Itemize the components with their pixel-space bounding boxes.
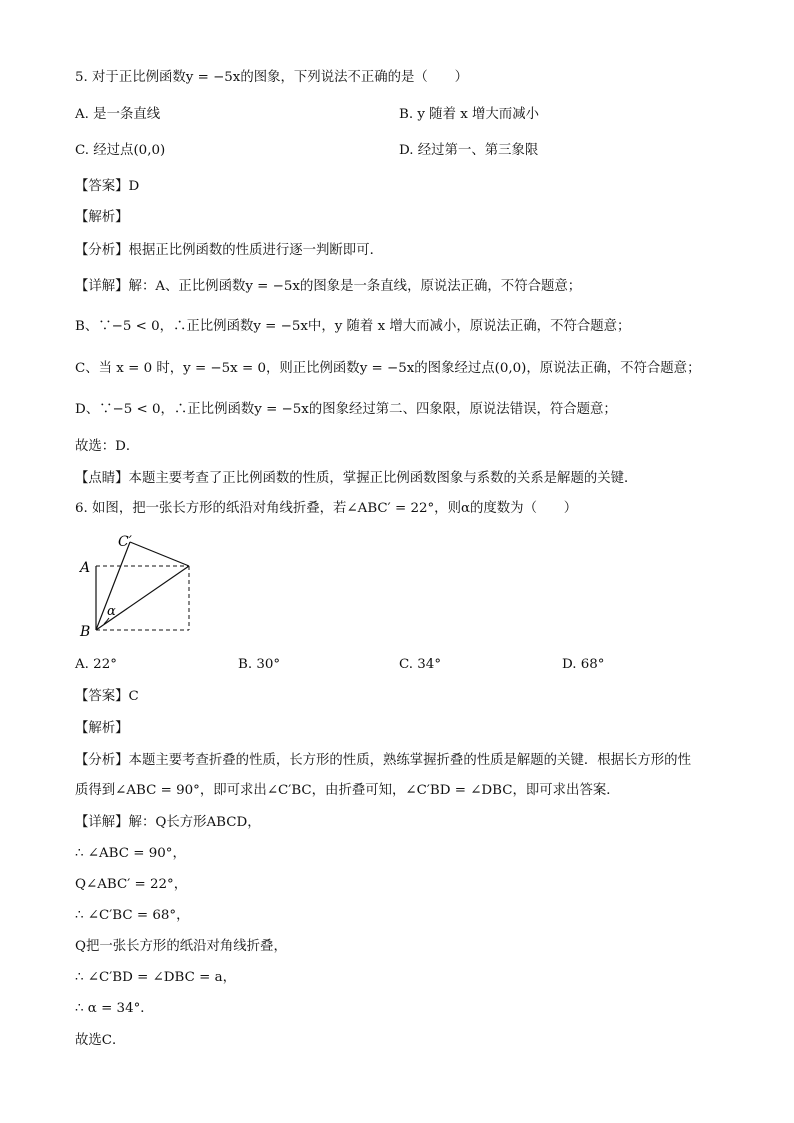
q6-option-d: D. 68° bbox=[562, 657, 605, 672]
q5-detail-line: 故选：D． bbox=[75, 439, 140, 454]
q6-option-a: A. 22° bbox=[75, 657, 117, 672]
q6-stem: 6. 如图，把一张长方形的纸沿对角线折叠，若∠ABC′ = 22°，则α的度数为（ ） bbox=[75, 501, 578, 516]
fold-edge-c-prime-d bbox=[130, 542, 189, 566]
q5-detail-line: C、当 x = 0 时，y = −5x = 0，则正比例函数y = −5x的图象经过点(0,0)，原说法正确，不符合题意； bbox=[75, 361, 701, 376]
q5-detail-line: 【详解】解：A、正比例函数y = −5x的图象是一条直线，原说法正确，不符合题意； bbox=[75, 279, 582, 294]
q5-detail-line: D、∵−5 < 0，∴正比例函数y = −5x的图象经过第二、四象限，原说法错误，符合题意； bbox=[75, 402, 617, 417]
label-a: A bbox=[80, 560, 91, 576]
q6-answer: 【答案】C bbox=[75, 689, 139, 704]
q5-option-d: D. 经过第一、第三象限 bbox=[399, 143, 539, 158]
q6-jiexi-heading: 【解析】 bbox=[75, 721, 129, 736]
q6-detail-line: Q∠ABC′ = 22°， bbox=[75, 877, 188, 892]
q5-analysis: 【分析】根据正比例函数的性质进行逐一判断即可． bbox=[75, 243, 383, 258]
q6-detail-line: ∴ ∠C′BD = ∠DBC = a， bbox=[75, 970, 236, 985]
q5-answer: 【答案】D bbox=[75, 179, 140, 194]
q5-key-point: 【点睛】本题主要考查了正比例函数的性质，掌握正比例函数图象与系数的关系是解题的关键． bbox=[75, 471, 638, 486]
folded-rectangle-figure bbox=[74, 534, 198, 640]
q6-detail-line: ∴ α = 34°． bbox=[75, 1001, 154, 1016]
diagonal-bd bbox=[96, 566, 189, 630]
q5-jiexi-heading: 【解析】 bbox=[75, 210, 129, 225]
q6-detail-line: 【详解】解：Q长方形ABCD， bbox=[75, 815, 261, 830]
q6-option-c: C. 34° bbox=[399, 657, 442, 672]
q5-option-b: B. y 随着 x 增大而减小 bbox=[399, 107, 539, 122]
q5-stem: 5. 对于正比例函数y = −5x的图象，下列说法不正确的是（ ） bbox=[75, 70, 468, 85]
q5-detail-line: B、∵−5 < 0，∴正比例函数y = −5x中，y 随着 x 增大而减小，原说法正确，不符合题意； bbox=[75, 319, 631, 334]
q6-detail-line: ∴ ∠ABC = 90°， bbox=[75, 846, 186, 861]
label-c-prime: C′ bbox=[118, 534, 132, 550]
q6-detail-line: Q把一张长方形的纸沿对角线折叠， bbox=[75, 939, 287, 954]
q6-option-b: B. 30° bbox=[238, 657, 281, 672]
q6-analysis-line: 【分析】本题主要考查折叠的性质，长方形的性质，熟练掌握折叠的性质是解题的关键．根据长方形的性 bbox=[75, 753, 691, 768]
q5-option-c: C. 经过点(0,0) bbox=[75, 143, 166, 158]
q6-detail-line: ∴ ∠C′BC = 68°， bbox=[75, 908, 190, 923]
q6-conclusion: 故选C． bbox=[75, 1033, 126, 1048]
label-alpha: α bbox=[107, 604, 116, 619]
label-b: B bbox=[80, 624, 91, 640]
q5-option-a: A. 是一条直线 bbox=[75, 107, 161, 122]
q6-analysis-line: 质得到∠ABC = 90°，即可求出∠C′BC，由折叠可知，∠C′BD = ∠DBC，即可求出答案． bbox=[75, 783, 620, 798]
